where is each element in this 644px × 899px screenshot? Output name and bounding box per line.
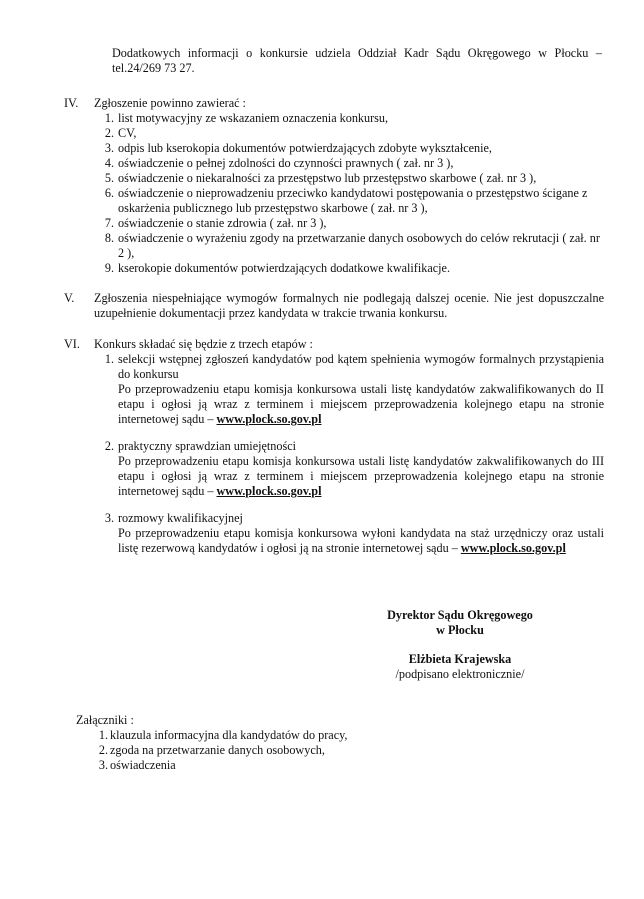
list-item-text: oświadczenia [110,758,176,772]
signature-note: /podpisano elektronicznie/ [395,667,525,681]
stages-list [94,352,604,556]
court-website-link[interactable]: www.plock.so.gov.pl [460,541,566,555]
list-item [94,171,604,186]
list-item-text: oświadczenie o pełnej zdolności do czynności prawnych ( zał. nr 3 ), [118,156,454,170]
list-item [94,231,604,261]
signatory-name: Elżbieta Krajewska [408,652,512,666]
list-item-number: 3. [98,758,108,772]
list-item [94,126,604,141]
list-item-text: oświadczenie o wyrażeniu zgody na przetwarzanie danych osobowych do celów rekrutacji ( zał. nr 2 ), [118,231,600,260]
list-item-number: 3. [104,141,114,155]
list-item-number: 2. [98,743,108,757]
list-item-text: zgoda na przetwarzanie danych osobowych, [110,743,325,757]
list-item-number: 6. [104,186,114,200]
list-item-number: 2. [104,126,114,140]
list-item-text: kserokopie dokumentów potwierdzających dodatkowe kwalifikacje. [118,261,450,275]
list-item-number: 9. [104,261,114,275]
attachments-heading: Załączniki : [76,713,134,727]
list-item-number: 1. [104,111,114,125]
list-item-number: 7. [104,216,114,230]
list-item [88,758,476,773]
list-item-text: odpis lub kserokopia dokumentów potwierdzających zdobyte wykształcenie, [118,141,492,155]
court-website-link[interactable]: www.plock.so.gov.pl [216,484,322,498]
list-item [94,141,604,156]
section-numeral: VI. [64,337,80,351]
list-item [94,111,604,126]
stage-number: 3. [104,511,114,525]
stage-description [94,526,604,556]
signature-block [360,608,560,682]
signatory-title: Dyrektor Sądu Okręgowego [387,608,533,622]
stage-number: 1. [104,352,114,366]
requirements-list [94,111,604,276]
list-item-text: klauzula informacyjna dla kandydatów do pracy, [110,728,348,742]
section-numeral: V. [64,291,75,305]
list-item [94,186,604,216]
stage-number: 2. [104,439,114,453]
list-item [94,156,604,171]
stage-description-text: Po przeprowadzeniu etapu komisja konkursowa wyłoni kandydata na staż urzędniczy oraz ustali listę rezerwową kandydatów i ogłosi ją na stronie internetowej sądu – [118,526,604,555]
section-heading: Zgłoszenie powinno zawierać : [94,96,246,110]
court-website-link[interactable]: www.plock.so.gov.pl [216,412,322,426]
section-text: Zgłoszenia niespełniające wymogów formalnych nie podlegają dalszej ocenie. Nie jest dopuszczalne uzupełnienie dokumentacji przez kandydata w trakcie trwania konkursu. [94,291,604,320]
stage-description-text: Po przeprowadzeniu etapu komisja konkursowa ustali listę kandydatów zakwalifikowanych do III etapu i ogłosi ją wraz z terminem i miejscem przeprowadzenia kolejnego etapu na stronie internetowej sądu – [118,454,604,498]
list-item [88,728,476,743]
stage-description [94,382,604,427]
list-item [88,743,476,758]
stage-description [94,454,604,499]
stage-item [94,439,604,499]
list-item-text: oświadczenie o nieprowadzeniu przeciwko kandydatowi postępowania o przestępstwo ścigane z oskarżenia publicznego lub przestępstwo skarbowe ( zał. nr 3 ), [118,186,588,215]
list-item-number: 4. [104,156,114,170]
list-item-number: 5. [104,171,114,185]
stage-title: rozmowy kwalifikacyjnej [118,511,243,525]
stage-item [94,352,604,427]
list-item-text: oświadczenie o stanie zdrowia ( zał. nr 3 ), [118,216,327,230]
list-item-number: 8. [104,231,114,245]
stage-title: selekcji wstępnej zgłoszeń kandydatów pod kątem spełnienia wymogów formalnych przystąpienia do konkursu [118,352,604,381]
list-item-text: CV, [118,126,137,140]
contact-line-1: Dodatkowych informacji o konkursie udziela Oddział Kadr Sądu Okręgowego w Płocku – [112,46,602,60]
stage-item [94,511,604,556]
list-item [94,261,604,276]
signatory-place: w Płocku [436,623,484,637]
contact-line-2: tel.24/269 73 27. [112,61,195,75]
list-item-number: 1. [98,728,108,742]
section-heading: Konkurs składać się będzie z trzech etapów : [94,337,313,351]
section-numeral: IV. [64,96,79,110]
list-item-text: oświadczenie o niekaralności za przestępstwo lub przestępstwo skarbowe ( zał. nr 3 ), [118,171,537,185]
list-item [94,216,604,231]
stage-description-text: Po przeprowadzeniu etapu komisja konkursowa ustali listę kandydatów zakwalifikowanych do II etapu i ogłosi ją wraz z terminem i miejscem przeprowadzenia kolejnego etapu na stronie internetowej sądu – [118,382,604,426]
list-item-text: list motywacyjny ze wskazaniem oznaczenia konkursu, [118,111,389,125]
contact-info [112,46,602,76]
attachments [76,713,476,773]
stage-title: praktyczny sprawdzian umiejętności [118,439,297,453]
attachments-list [88,728,476,773]
